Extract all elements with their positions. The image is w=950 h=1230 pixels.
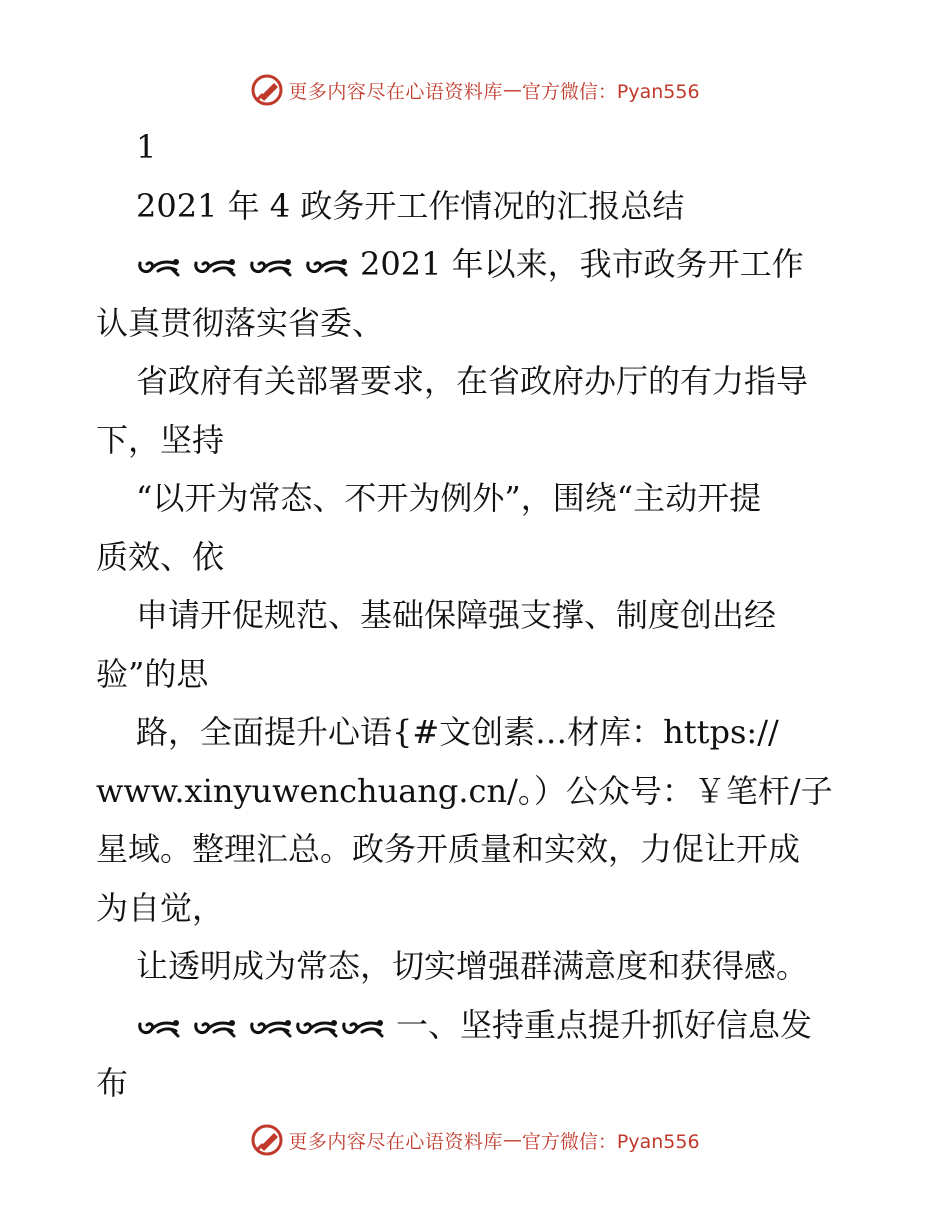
- paragraph-line: www.xinyuwenchuang.cn/。）公众号：￥笔杆/子: [96, 771, 833, 810]
- ornament-icon: [304, 255, 348, 277]
- footer-banner: [0, 1120, 950, 1160]
- paragraph-line: “以开为常态、不开为例外”，围绕“主动开提: [136, 479, 762, 517]
- paragraph-line: 布: [96, 1064, 129, 1102]
- ornament-icon: [192, 1016, 236, 1038]
- paragraph-text: 2021 年以来，我市政务开工作: [360, 245, 804, 283]
- paragraph-line: 下，坚持: [96, 420, 225, 459]
- paragraph-line: 路，全面提升心语{#文创素…材库：https://: [136, 713, 779, 751]
- footer-banner-dash: —: [502, 1129, 522, 1151]
- header-banner: [0, 70, 950, 110]
- paragraph-line: [96, 235, 856, 294]
- paragraph-line: 让透明成为常态，切实增强群满意度和获得感。: [136, 947, 809, 985]
- document-title: 2021 年 4 政务开工作情况的汇报总结: [136, 186, 685, 225]
- ornament-icon: [340, 1016, 384, 1038]
- ornament-icon: [136, 255, 180, 277]
- header-banner-text: 更多内容尽在心语资料库: [288, 80, 503, 103]
- paragraph-line: 验”的思: [96, 654, 209, 693]
- header-banner-dash: —: [502, 79, 522, 101]
- footer-banner-text: 更多内容尽在心语资料库: [288, 1130, 503, 1153]
- section-heading-text: 一、坚持重点提升抓好信息发: [396, 1005, 813, 1044]
- paragraph-line: 省政府有关部署要求，在省政府办厅的有力指导: [136, 362, 809, 400]
- ornament-icon: [248, 255, 292, 277]
- paragraph-line: 星域。整理汇总。政务开质量和实效，力促让开成: [96, 830, 801, 868]
- page-number: 1: [136, 128, 157, 166]
- paragraph-line: 质效、依: [96, 537, 225, 576]
- header-wechat-text: 官方微信：Pyan556: [521, 80, 700, 103]
- ornament-icon: [192, 255, 236, 277]
- ornament-icon: [136, 1016, 180, 1038]
- pen-logo-icon: [250, 73, 284, 107]
- ornament-icon: [294, 1016, 338, 1038]
- pen-logo-icon: [250, 1123, 284, 1157]
- ornament-icon: [248, 1016, 292, 1038]
- paragraph-line: 认真贯彻落实省委、: [96, 303, 385, 342]
- paragraph-line: 为自觉，: [96, 888, 225, 927]
- section-heading-line: [96, 996, 856, 1055]
- paragraph-line: 申请开促规范、基础保障强支撑、制度创出经: [136, 596, 777, 634]
- footer-wechat-text: 官方微信：Pyan556: [521, 1130, 700, 1153]
- document-body: [96, 118, 856, 1113]
